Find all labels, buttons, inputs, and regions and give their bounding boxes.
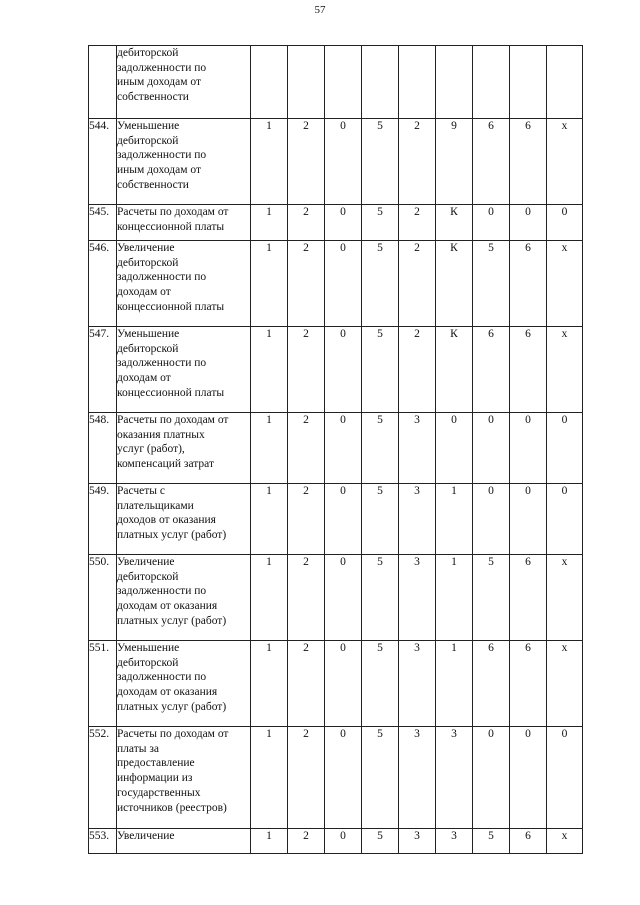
row-number: 550. [89, 555, 117, 641]
code-digit-8: 6 [510, 327, 547, 413]
code-digit-4: 5 [362, 119, 399, 205]
code-digit-8: 6 [510, 829, 547, 854]
code-digit-9: 0 [547, 727, 583, 829]
account-name-line: Уменьшение [117, 642, 180, 654]
row-number [89, 46, 117, 119]
code-digit-5: 2 [399, 119, 436, 205]
account-name [117, 555, 251, 641]
code-digit-3: 0 [325, 484, 362, 555]
code-digit-7: 0 [473, 413, 510, 484]
code-digit-8: 6 [510, 555, 547, 641]
account-name-line: платных услуг (работ) [117, 700, 227, 713]
code-digit-3: 0 [325, 641, 362, 727]
code-digit-9 [547, 46, 583, 119]
code-digit-6 [436, 46, 473, 119]
code-digit-7: 6 [473, 119, 510, 205]
code-digit-5: 3 [399, 641, 436, 727]
code-digit-3: 0 [325, 829, 362, 854]
code-digit-1: 1 [251, 413, 288, 484]
code-digit-5: 3 [399, 727, 436, 829]
code-digit-1: 1 [251, 327, 288, 413]
account-name-line: иным доходам от [117, 164, 201, 177]
account-name-line: Уменьшение [117, 328, 180, 340]
code-digit-3: 0 [325, 241, 362, 327]
account-name [117, 205, 251, 241]
account-name-line: Увеличение [117, 830, 175, 842]
code-digit-9: x [547, 327, 583, 413]
account-name-line: платных услуг (работ) [117, 614, 227, 627]
code-digit-1: 1 [251, 241, 288, 327]
code-digit-3: 0 [325, 327, 362, 413]
account-name-line: задолженности по [117, 149, 207, 162]
table-row [89, 727, 583, 829]
code-digit-1: 1 [251, 484, 288, 555]
code-digit-5: 3 [399, 829, 436, 854]
code-digit-1: 1 [251, 727, 288, 829]
code-digit-7: 5 [473, 829, 510, 854]
code-digit-2: 2 [288, 241, 325, 327]
account-name-line: задолженности по [117, 61, 207, 74]
account-name-line: доходам от [117, 286, 171, 299]
table-row [89, 555, 583, 641]
row-number: 546. [89, 241, 117, 327]
code-digit-7 [473, 46, 510, 119]
table-row [89, 46, 583, 119]
account-name [117, 327, 251, 413]
code-digit-5: 2 [399, 205, 436, 241]
account-name-line: доходам от [117, 372, 171, 385]
code-digit-6: 9 [436, 119, 473, 205]
code-digit-4 [362, 46, 399, 119]
row-number: 552. [89, 727, 117, 829]
code-digit-1: 1 [251, 829, 288, 854]
code-digit-6: 1 [436, 555, 473, 641]
page-number: 57 [314, 4, 326, 16]
account-name-line: концессионной платы [117, 386, 225, 399]
account-name [117, 46, 251, 119]
code-digit-7: 0 [473, 727, 510, 829]
code-digit-2 [288, 46, 325, 119]
accounts-table [88, 45, 583, 854]
code-digit-4: 5 [362, 727, 399, 829]
code-digit-7: 5 [473, 241, 510, 327]
code-digit-6: 0 [436, 413, 473, 484]
account-name-line: дебиторской [117, 570, 179, 583]
account-name-line: концессионной платы [117, 220, 225, 233]
account-name-line: дебиторской [117, 134, 179, 147]
code-digit-5: 3 [399, 555, 436, 641]
account-name-line: Расчеты с [117, 485, 165, 497]
code-digit-9: x [547, 241, 583, 327]
account-name-line: информации из [117, 772, 193, 785]
account-name-line: компенсаций затрат [117, 458, 215, 471]
code-digit-2: 2 [288, 413, 325, 484]
code-digit-5: 3 [399, 413, 436, 484]
code-digit-9: 0 [547, 413, 583, 484]
code-digit-3: 0 [325, 413, 362, 484]
code-digit-9: 0 [547, 205, 583, 241]
account-name-line: платных услуг (работ) [117, 529, 227, 542]
account-name-line: услуг (работ), [117, 443, 185, 456]
account-name-line: доходов от оказания [117, 514, 216, 527]
code-digit-5: 2 [399, 241, 436, 327]
code-digit-7: 6 [473, 327, 510, 413]
account-name-line: концессионной платы [117, 300, 225, 313]
account-name-line: плательщиками [117, 499, 194, 512]
code-digit-3: 0 [325, 727, 362, 829]
code-digit-8: 0 [510, 727, 547, 829]
row-number: 547. [89, 327, 117, 413]
table-row [89, 641, 583, 727]
account-name [117, 484, 251, 555]
code-digit-6: 3 [436, 727, 473, 829]
code-digit-8: 6 [510, 241, 547, 327]
code-digit-8: 0 [510, 484, 547, 555]
account-name-line: дебиторской [117, 656, 179, 669]
code-digit-2: 2 [288, 327, 325, 413]
code-digit-1: 1 [251, 555, 288, 641]
table-row [89, 829, 583, 854]
account-name-line: предоставление [117, 757, 195, 770]
code-digit-2: 2 [288, 829, 325, 854]
account-name [117, 119, 251, 205]
table-body [89, 46, 583, 854]
code-digit-6: 1 [436, 484, 473, 555]
account-name-line: государственных [117, 786, 201, 799]
code-digit-9: x [547, 555, 583, 641]
account-name-line: собственности [117, 91, 189, 104]
account-name-line: доходам от оказания [117, 600, 218, 613]
code-digit-5: 3 [399, 484, 436, 555]
account-name [117, 413, 251, 484]
account-name-line: Расчеты по доходам от [117, 414, 229, 426]
account-name-line: Расчеты по доходам от [117, 728, 229, 740]
account-name [117, 241, 251, 327]
account-name-line: дебиторской [117, 47, 179, 59]
code-digit-1 [251, 46, 288, 119]
row-number: 551. [89, 641, 117, 727]
account-name-line: источников (реестров) [117, 801, 227, 814]
account-name-line: платы за [117, 742, 159, 755]
row-number: 544. [89, 119, 117, 205]
row-number: 549. [89, 484, 117, 555]
code-digit-3: 0 [325, 555, 362, 641]
code-digit-5: 2 [399, 327, 436, 413]
code-digit-8: 6 [510, 119, 547, 205]
table-row [89, 327, 583, 413]
code-digit-4: 5 [362, 241, 399, 327]
account-name-line: Увеличение [117, 556, 175, 568]
code-digit-2: 2 [288, 727, 325, 829]
code-digit-8: 0 [510, 205, 547, 241]
account-name-line: задолженности по [117, 585, 207, 598]
code-digit-2: 2 [288, 119, 325, 205]
code-digit-3: 0 [325, 205, 362, 241]
account-name-line: задолженности по [117, 271, 207, 284]
code-digit-4: 5 [362, 327, 399, 413]
code-digit-7: 6 [473, 641, 510, 727]
code-digit-4: 5 [362, 829, 399, 854]
account-name-line: Уменьшение [117, 120, 180, 132]
account-name-line: задолженности по [117, 671, 207, 684]
code-digit-8 [510, 46, 547, 119]
code-digit-3: 0 [325, 119, 362, 205]
account-name [117, 641, 251, 727]
code-digit-4: 5 [362, 413, 399, 484]
code-digit-6: К [436, 327, 473, 413]
code-digit-4: 5 [362, 555, 399, 641]
code-digit-2: 2 [288, 205, 325, 241]
code-digit-8: 0 [510, 413, 547, 484]
code-digit-6: 1 [436, 641, 473, 727]
code-digit-6: 3 [436, 829, 473, 854]
row-number: 553. [89, 829, 117, 854]
account-name [117, 829, 251, 854]
code-digit-1: 1 [251, 119, 288, 205]
account-name-line: дебиторской [117, 256, 179, 269]
table-row [89, 413, 583, 484]
code-digit-5 [399, 46, 436, 119]
code-digit-2: 2 [288, 641, 325, 727]
code-digit-4: 5 [362, 641, 399, 727]
code-digit-7: 0 [473, 484, 510, 555]
account-name-line: Увеличение [117, 242, 175, 254]
account-name [117, 727, 251, 829]
code-digit-4: 5 [362, 205, 399, 241]
code-digit-2: 2 [288, 555, 325, 641]
code-digit-7: 5 [473, 555, 510, 641]
row-number: 548. [89, 413, 117, 484]
account-name-line: доходам от оказания [117, 686, 218, 699]
code-digit-1: 1 [251, 205, 288, 241]
code-digit-8: 6 [510, 641, 547, 727]
table-row [89, 484, 583, 555]
code-digit-9: x [547, 829, 583, 854]
code-digit-3 [325, 46, 362, 119]
table-row [89, 119, 583, 205]
account-name-line: задолженности по [117, 357, 207, 370]
code-digit-4: 5 [362, 484, 399, 555]
account-name-line: иным доходам от [117, 76, 201, 89]
code-digit-1: 1 [251, 641, 288, 727]
code-digit-9: 0 [547, 484, 583, 555]
code-digit-6: К [436, 205, 473, 241]
table-row [89, 241, 583, 327]
account-name-line: собственности [117, 178, 189, 191]
code-digit-9: x [547, 119, 583, 205]
account-name-line: дебиторской [117, 342, 179, 355]
code-digit-2: 2 [288, 484, 325, 555]
code-digit-6: К [436, 241, 473, 327]
code-digit-7: 0 [473, 205, 510, 241]
account-name-line: оказания платных [117, 428, 205, 441]
row-number: 545. [89, 205, 117, 241]
account-name-line: Расчеты по доходам от [117, 206, 229, 218]
table-row [89, 205, 583, 241]
code-digit-9: x [547, 641, 583, 727]
